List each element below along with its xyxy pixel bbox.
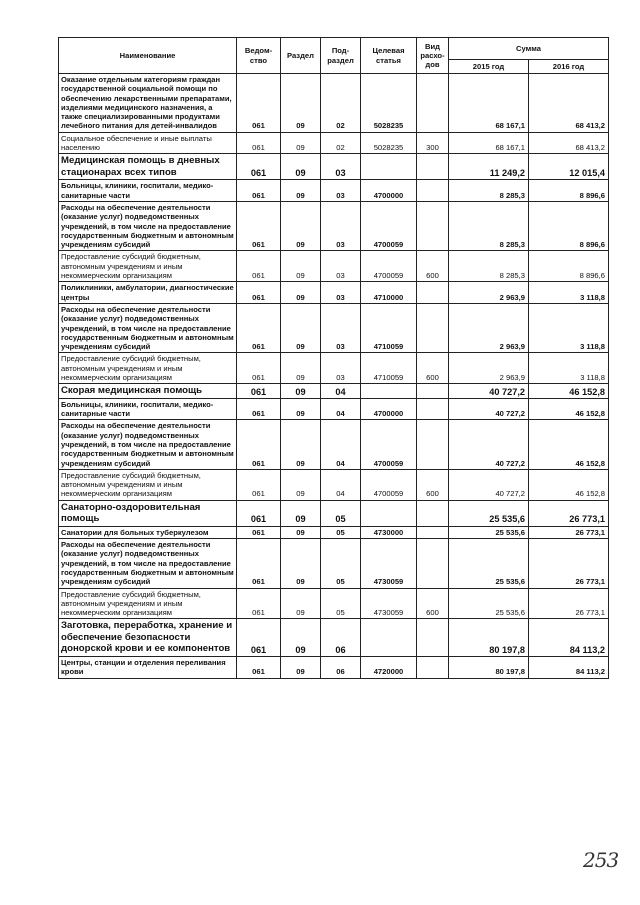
row-sum-2015: 8 285,3: [449, 180, 529, 202]
row-sum-2015: 40 727,2: [449, 469, 529, 500]
row-sum-2016: 12 015,4: [529, 154, 609, 180]
table-row: [59, 180, 609, 202]
row-dept: 061: [237, 656, 281, 678]
row-kind: [417, 303, 449, 352]
table-row: [59, 303, 609, 352]
row-sum-2015: 11 249,2: [449, 154, 529, 180]
row-subsection: 03: [321, 180, 361, 202]
budget-table-page: [58, 37, 608, 679]
table-row: [59, 619, 609, 657]
row-sum-2015: 25 535,6: [449, 588, 529, 619]
row-dept: 061: [237, 74, 281, 133]
row-subsection: 05: [321, 526, 361, 538]
row-sum-2016: 26 773,1: [529, 526, 609, 538]
row-name: Предоставление субсидий бюджетным, автономным учреждениям и иным некоммерческим организациям: [59, 251, 237, 282]
row-sum-2015: 68 167,1: [449, 132, 529, 154]
row-target: 4700000: [361, 398, 417, 420]
row-subsection: 04: [321, 398, 361, 420]
row-sum-2016: 46 152,8: [529, 398, 609, 420]
row-kind: 600: [417, 353, 449, 384]
row-subsection: 05: [321, 539, 361, 588]
row-sum-2015: 25 535,6: [449, 539, 529, 588]
row-sum-2016: 3 118,8: [529, 282, 609, 304]
row-subsection: 06: [321, 619, 361, 657]
row-sum-2015: 25 535,6: [449, 500, 529, 526]
row-target: 5028235: [361, 74, 417, 133]
row-section: 09: [281, 251, 321, 282]
row-dept: 061: [237, 353, 281, 384]
row-section: 09: [281, 656, 321, 678]
row-subsection: 04: [321, 469, 361, 500]
row-sum-2015: 2 963,9: [449, 282, 529, 304]
row-sum-2016: 26 773,1: [529, 588, 609, 619]
row-name: Расходы на обеспечение деятельности (оказание услуг) подведомственных учреждений, в том числе на предоставление государственным бюджетным и автономным учреждениям субсидий: [59, 303, 237, 352]
page-number: 253: [583, 848, 619, 872]
table-row: [59, 201, 609, 250]
row-sum-2016: 68 413,2: [529, 132, 609, 154]
row-target: [361, 154, 417, 180]
table-row: [59, 132, 609, 154]
row-name: Расходы на обеспечение деятельности (оказание услуг) подведомственных учреждений, в том числе на предоставление государственным бюджетным и автономным учреждениям субсидий: [59, 201, 237, 250]
row-kind: 300: [417, 132, 449, 154]
header-sum: Сумма: [449, 38, 609, 60]
row-target: 4720000: [361, 656, 417, 678]
row-name: Санатории для больных туберкулезом: [59, 526, 237, 538]
row-name: Расходы на обеспечение деятельности (оказание услуг) подведомственных учреждений, в том числе на предоставление государственным бюджетным и автономным учреждениям субсидий: [59, 539, 237, 588]
row-dept: 061: [237, 619, 281, 657]
row-kind: [417, 74, 449, 133]
table-row: [59, 656, 609, 678]
row-section: 09: [281, 353, 321, 384]
row-sum-2016: 26 773,1: [529, 539, 609, 588]
row-sum-2015: 2 963,9: [449, 303, 529, 352]
row-kind: 600: [417, 251, 449, 282]
row-sum-2015: 2 963,9: [449, 353, 529, 384]
row-sum-2016: 84 113,2: [529, 656, 609, 678]
row-target: 5028235: [361, 132, 417, 154]
row-dept: 061: [237, 539, 281, 588]
row-sum-2015: 8 285,3: [449, 201, 529, 250]
row-kind: [417, 500, 449, 526]
row-subsection: 05: [321, 588, 361, 619]
header-name: Наименование: [59, 38, 237, 74]
row-dept: 061: [237, 201, 281, 250]
row-sum-2015: 40 727,2: [449, 398, 529, 420]
row-target: [361, 500, 417, 526]
row-name: Больницы, клиники, госпитали, медико-санитарные части: [59, 180, 237, 202]
row-subsection: 04: [321, 384, 361, 399]
row-subsection: 03: [321, 251, 361, 282]
row-dept: 061: [237, 500, 281, 526]
row-section: 09: [281, 180, 321, 202]
row-sum-2016: 8 896,6: [529, 251, 609, 282]
row-subsection: 02: [321, 132, 361, 154]
row-sum-2016: 8 896,6: [529, 201, 609, 250]
header-kind: Вид расхо-дов: [417, 38, 449, 74]
row-dept: 061: [237, 154, 281, 180]
table-row: [59, 282, 609, 304]
row-name: Центры, станции и отделения переливания крови: [59, 656, 237, 678]
row-subsection: 03: [321, 303, 361, 352]
row-section: 09: [281, 619, 321, 657]
row-name: Скорая медицинская помощь: [59, 384, 237, 399]
row-section: 09: [281, 384, 321, 399]
row-subsection: 03: [321, 201, 361, 250]
row-target: [361, 384, 417, 399]
row-dept: 061: [237, 180, 281, 202]
row-kind: [417, 656, 449, 678]
table-row: [59, 154, 609, 180]
row-target: 4710059: [361, 303, 417, 352]
row-section: 09: [281, 201, 321, 250]
row-target: 4710000: [361, 282, 417, 304]
row-dept: 061: [237, 420, 281, 469]
header-dept: Ведом-ство: [237, 38, 281, 74]
row-sum-2016: 68 413,2: [529, 74, 609, 133]
row-sum-2015: 8 285,3: [449, 251, 529, 282]
row-subsection: 05: [321, 500, 361, 526]
table-row: [59, 420, 609, 469]
row-kind: [417, 526, 449, 538]
row-section: 09: [281, 526, 321, 538]
row-section: 09: [281, 588, 321, 619]
row-target: 4730059: [361, 539, 417, 588]
row-sum-2016: 46 152,8: [529, 384, 609, 399]
row-name: Санаторно-оздоровительная помощь: [59, 500, 237, 526]
row-dept: 061: [237, 132, 281, 154]
row-dept: 061: [237, 251, 281, 282]
table-row: [59, 469, 609, 500]
table-row: [59, 526, 609, 538]
row-sum-2015: 25 535,6: [449, 526, 529, 538]
row-name: Предоставление субсидий бюджетным, автономным учреждениям и иным некоммерческим организациям: [59, 469, 237, 500]
row-dept: 061: [237, 282, 281, 304]
row-name: Поликлиники, амбулатории, диагностические центры: [59, 282, 237, 304]
row-name: Предоставление субсидий бюджетным, автономным учреждениям и иным некоммерческим организациям: [59, 353, 237, 384]
row-subsection: 03: [321, 154, 361, 180]
table-row: [59, 398, 609, 420]
row-kind: [417, 282, 449, 304]
row-sum-2015: 80 197,8: [449, 619, 529, 657]
row-section: 09: [281, 500, 321, 526]
row-name: Медицинская помощь в дневных стационарах всех типов: [59, 154, 237, 180]
row-name: Заготовка, переработка, хранение и обеспечение безопасности донорской крови и ее компонентов: [59, 619, 237, 657]
row-kind: [417, 619, 449, 657]
table-row: [59, 384, 609, 399]
row-dept: 061: [237, 384, 281, 399]
row-target: 4700059: [361, 251, 417, 282]
row-sum-2016: 8 896,6: [529, 180, 609, 202]
row-dept: 061: [237, 398, 281, 420]
row-section: 09: [281, 154, 321, 180]
table-row: [59, 251, 609, 282]
row-name: Расходы на обеспечение деятельности (оказание услуг) подведомственных учреждений, в том числе на предоставление государственным бюджетным и автономным учреждениям субсидий: [59, 420, 237, 469]
table-row: [59, 500, 609, 526]
budget-table: [58, 37, 609, 679]
row-kind: [417, 398, 449, 420]
row-dept: 061: [237, 526, 281, 538]
row-target: 4700000: [361, 180, 417, 202]
row-kind: [417, 420, 449, 469]
header-2016: 2016 год: [529, 60, 609, 74]
row-name: Социальное обеспечение и иные выплаты населению: [59, 132, 237, 154]
header-subsection: Под-раздел: [321, 38, 361, 74]
row-kind: [417, 154, 449, 180]
header-2015: 2015 год: [449, 60, 529, 74]
row-subsection: 04: [321, 420, 361, 469]
row-sum-2015: 68 167,1: [449, 74, 529, 133]
row-subsection: 02: [321, 74, 361, 133]
row-sum-2016: 46 152,8: [529, 469, 609, 500]
row-name: Оказание отдельным категориям граждан государственной социальной помощи по обеспечению лекарственными препаратами, изделиями медицинского назначения, а также специализированными продуктами лечебного питания для детей-инвалидов: [59, 74, 237, 133]
row-sum-2016: 26 773,1: [529, 500, 609, 526]
row-subsection: 03: [321, 282, 361, 304]
row-section: 09: [281, 420, 321, 469]
row-sum-2016: 3 118,8: [529, 303, 609, 352]
row-kind: [417, 201, 449, 250]
row-kind: 600: [417, 469, 449, 500]
row-section: 09: [281, 539, 321, 588]
row-target: 4700059: [361, 420, 417, 469]
row-dept: 061: [237, 469, 281, 500]
row-target: 4700059: [361, 469, 417, 500]
row-section: 09: [281, 303, 321, 352]
row-kind: [417, 180, 449, 202]
row-target: 4700059: [361, 201, 417, 250]
row-section: 09: [281, 282, 321, 304]
row-target: 4730059: [361, 588, 417, 619]
header-target: Целевая статья: [361, 38, 417, 74]
row-sum-2015: 80 197,8: [449, 656, 529, 678]
row-target: [361, 619, 417, 657]
row-sum-2016: 84 113,2: [529, 619, 609, 657]
table-row: [59, 353, 609, 384]
table-row: [59, 539, 609, 588]
row-subsection: 06: [321, 656, 361, 678]
row-section: 09: [281, 469, 321, 500]
row-sum-2015: 40 727,2: [449, 384, 529, 399]
row-dept: 061: [237, 588, 281, 619]
row-dept: 061: [237, 303, 281, 352]
row-target: 4730000: [361, 526, 417, 538]
row-section: 09: [281, 132, 321, 154]
row-sum-2016: 3 118,8: [529, 353, 609, 384]
row-target: 4710059: [361, 353, 417, 384]
row-name: Больницы, клиники, госпитали, медико-санитарные части: [59, 398, 237, 420]
table-row: [59, 74, 609, 133]
row-sum-2016: 46 152,8: [529, 420, 609, 469]
row-kind: [417, 384, 449, 399]
row-section: 09: [281, 74, 321, 133]
row-name: Предоставление субсидий бюджетным, автономным учреждениям и иным некоммерческим организациям: [59, 588, 237, 619]
row-subsection: 03: [321, 353, 361, 384]
table-row: [59, 588, 609, 619]
header-section: Раздел: [281, 38, 321, 74]
row-section: 09: [281, 398, 321, 420]
row-kind: 600: [417, 588, 449, 619]
row-sum-2015: 40 727,2: [449, 420, 529, 469]
row-kind: [417, 539, 449, 588]
